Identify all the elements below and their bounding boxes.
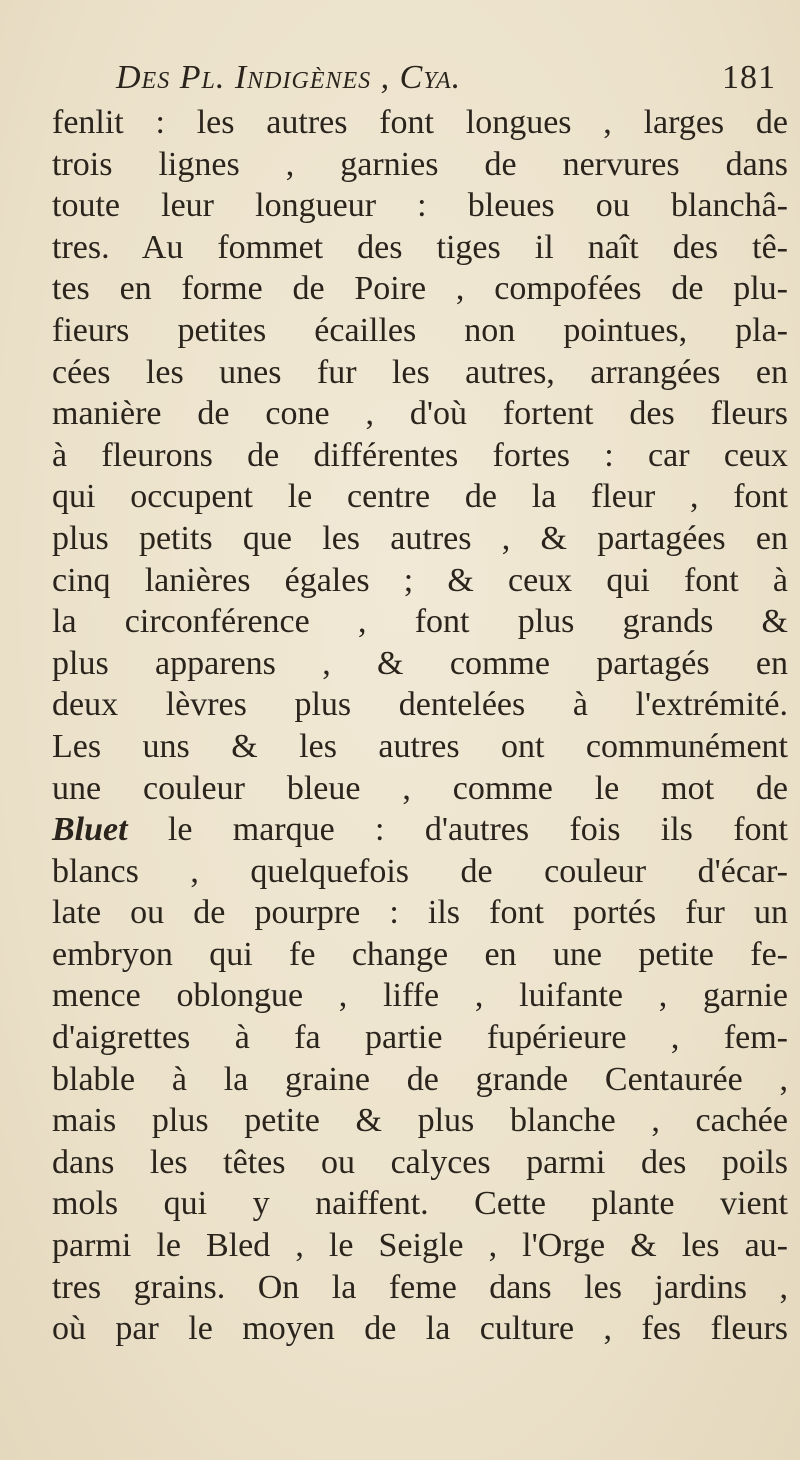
text-line: dans les têtes ou calyces parmi des poils bbox=[52, 1143, 788, 1181]
running-head bbox=[116, 58, 776, 98]
text-line: à fleurons de différentes fortes : car ceux bbox=[52, 436, 788, 474]
text-line: cées les unes fur les autres, arrangées en bbox=[52, 353, 788, 391]
italic-word-bluet: Bluet bbox=[52, 811, 128, 849]
text-line-rest: le marque : d'autres fois ils font bbox=[167, 811, 788, 849]
text-line: parmi le Bled , le Seigle , l'Orge & les au- bbox=[52, 1227, 788, 1265]
text-line: fieurs petites écailles non pointues, pla- bbox=[52, 311, 788, 349]
text-line: la circonférence , font plus grands & bbox=[52, 603, 788, 641]
text-line: plus petits que les autres , & partagées en bbox=[52, 519, 788, 557]
text-line: fenlit : les autres font longues , larges de bbox=[52, 104, 788, 141]
text-line: d'aigrettes à fa partie fupérieure , fem- bbox=[52, 1019, 788, 1057]
text-line: mols qui y naiffent. Cette plante vient bbox=[52, 1185, 788, 1223]
text-line: blancs , quelquefois de couleur d'écar- bbox=[52, 852, 788, 890]
text-line: toute leur longueur : bleues ou blanchâ- bbox=[52, 187, 788, 225]
text-line: plus apparens , & comme partagés en bbox=[52, 644, 788, 682]
text-line: embryon qui fe change en une petite fe- bbox=[52, 935, 788, 973]
text-line: mais plus petite & plus blanche , cachée bbox=[52, 1102, 788, 1140]
body-text bbox=[52, 102, 788, 1350]
text-line: deux lèvres plus dentelées à l'extrémité. bbox=[52, 686, 788, 724]
page-number: 181 bbox=[722, 59, 776, 96]
text-line: trois lignes , garnies de nervures dans bbox=[52, 145, 788, 183]
text-line: tres. Au fommet des tiges il naît des tê- bbox=[52, 228, 788, 266]
text-line: tres grains. On la feme dans les jardins , bbox=[52, 1268, 788, 1306]
text-line: blable à la graine de grande Centaurée , bbox=[52, 1060, 788, 1098]
text-line: cinq lanières égales ; & ceux qui font à bbox=[52, 561, 788, 599]
text-line-with-italic bbox=[52, 809, 788, 851]
text-line: tes en forme de Poire , compofées de plu- bbox=[52, 270, 788, 308]
running-head-title: Des Pl. Indigènes , Cya. bbox=[116, 59, 462, 96]
text-line: où par le moyen de la culture , fes fleurs bbox=[52, 1310, 788, 1348]
text-line: manière de cone , d'où fortent des fleurs bbox=[52, 395, 788, 433]
text-line: mence oblongue , liffe , luifante , garnie bbox=[52, 977, 788, 1015]
text-line: late ou de pourpre : ils font portés fur un bbox=[52, 894, 788, 932]
text-line: une couleur bleue , comme le mot de bbox=[52, 769, 788, 807]
text-line: Les uns & les autres ont communément bbox=[52, 727, 788, 765]
text-line: qui occupent le centre de la fleur , font bbox=[52, 478, 788, 516]
